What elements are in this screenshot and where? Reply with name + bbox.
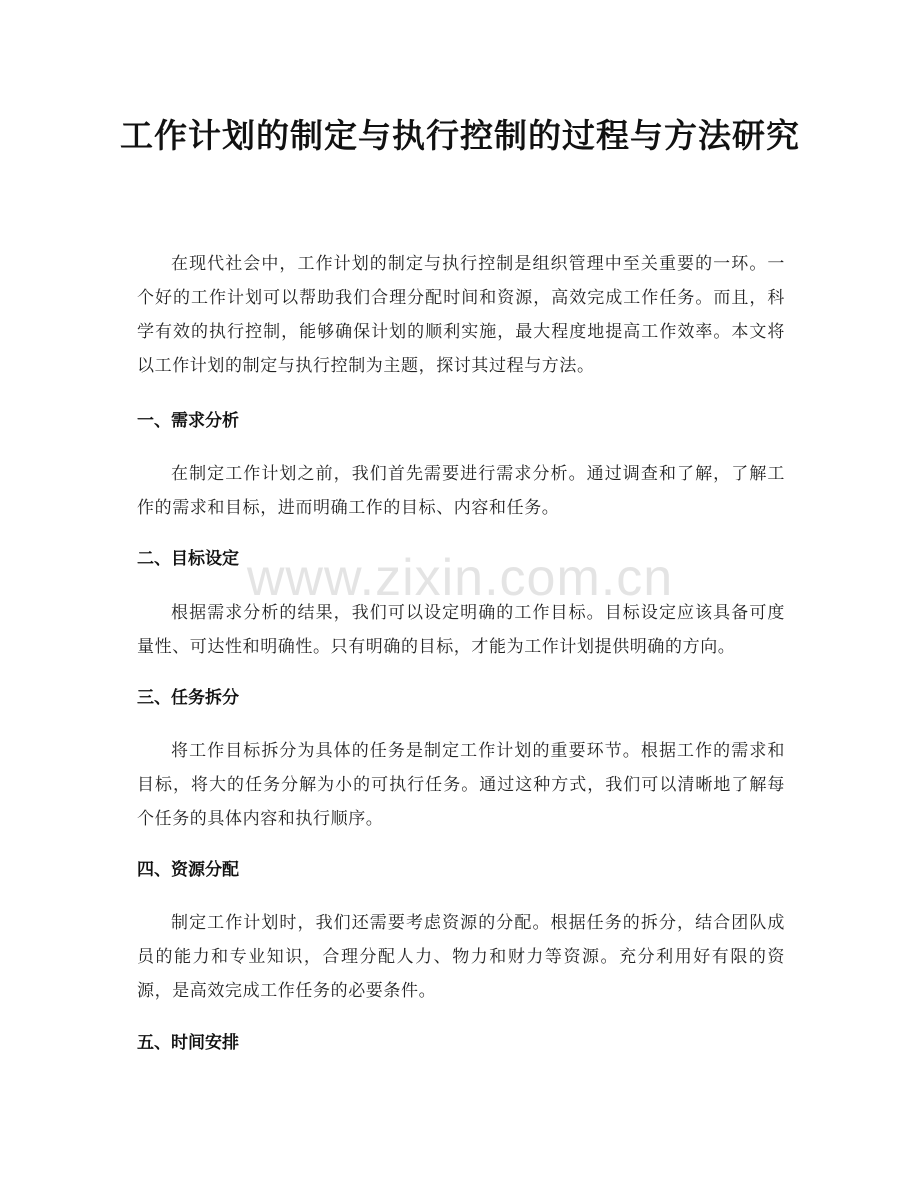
document-title: 工作计划的制定与执行控制的过程与方法研究 — [120, 116, 800, 155]
watermark: www.zixin.com.cn — [246, 549, 674, 607]
section-body-3: 将工作目标拆分为具体的任务是制定工作计划的重要环节。根据工作的需求和目标，将大的任务分解为小的可执行任务。通过这种方式，我们可以清晰地了解每个任务的具体内容和执行顺序。 — [137, 741, 785, 829]
section-heading-1: 一、需求分析 — [137, 411, 239, 431]
section-body-4: 制定工作计划时，我们还需要考虑资源的分配。根据任务的拆分，结合团队成员的能力和专业知识，合理分配人力、物力和财力等资源。充分利用好有限的资源，是高效完成工作任务的必要条件。 — [137, 913, 785, 1001]
section-heading-4: 四、资源分配 — [137, 860, 239, 880]
section-body-1: 在制定工作计划之前，我们首先需要进行需求分析。通过调查和了解，了解工作的需求和目标，进而明确工作的目标、内容和任务。 — [137, 464, 785, 518]
intro-paragraph: 在现代社会中，工作计划的制定与执行控制是组织管理中至关重要的一环。一个好的工作计划可以帮助我们合理分配时间和资源，高效完成工作任务。而且，科学有效的执行控制，能够确保计划的顺利实施，最大程度地提高工作效率。本文将以工作计划的制定与执行控制为主题，探讨其过程与方法。 — [137, 254, 785, 376]
section-heading-5: 五、时间安排 — [137, 1033, 239, 1053]
section-heading-2: 二、目标设定 — [137, 549, 239, 569]
section-heading-3: 三、任务拆分 — [137, 688, 239, 708]
section-body-2: 根据需求分析的结果，我们可以设定明确的工作目标。目标设定应该具备可度量性、可达性和明确性。只有明确的目标，才能为工作计划提供明确的方向。 — [137, 603, 785, 657]
